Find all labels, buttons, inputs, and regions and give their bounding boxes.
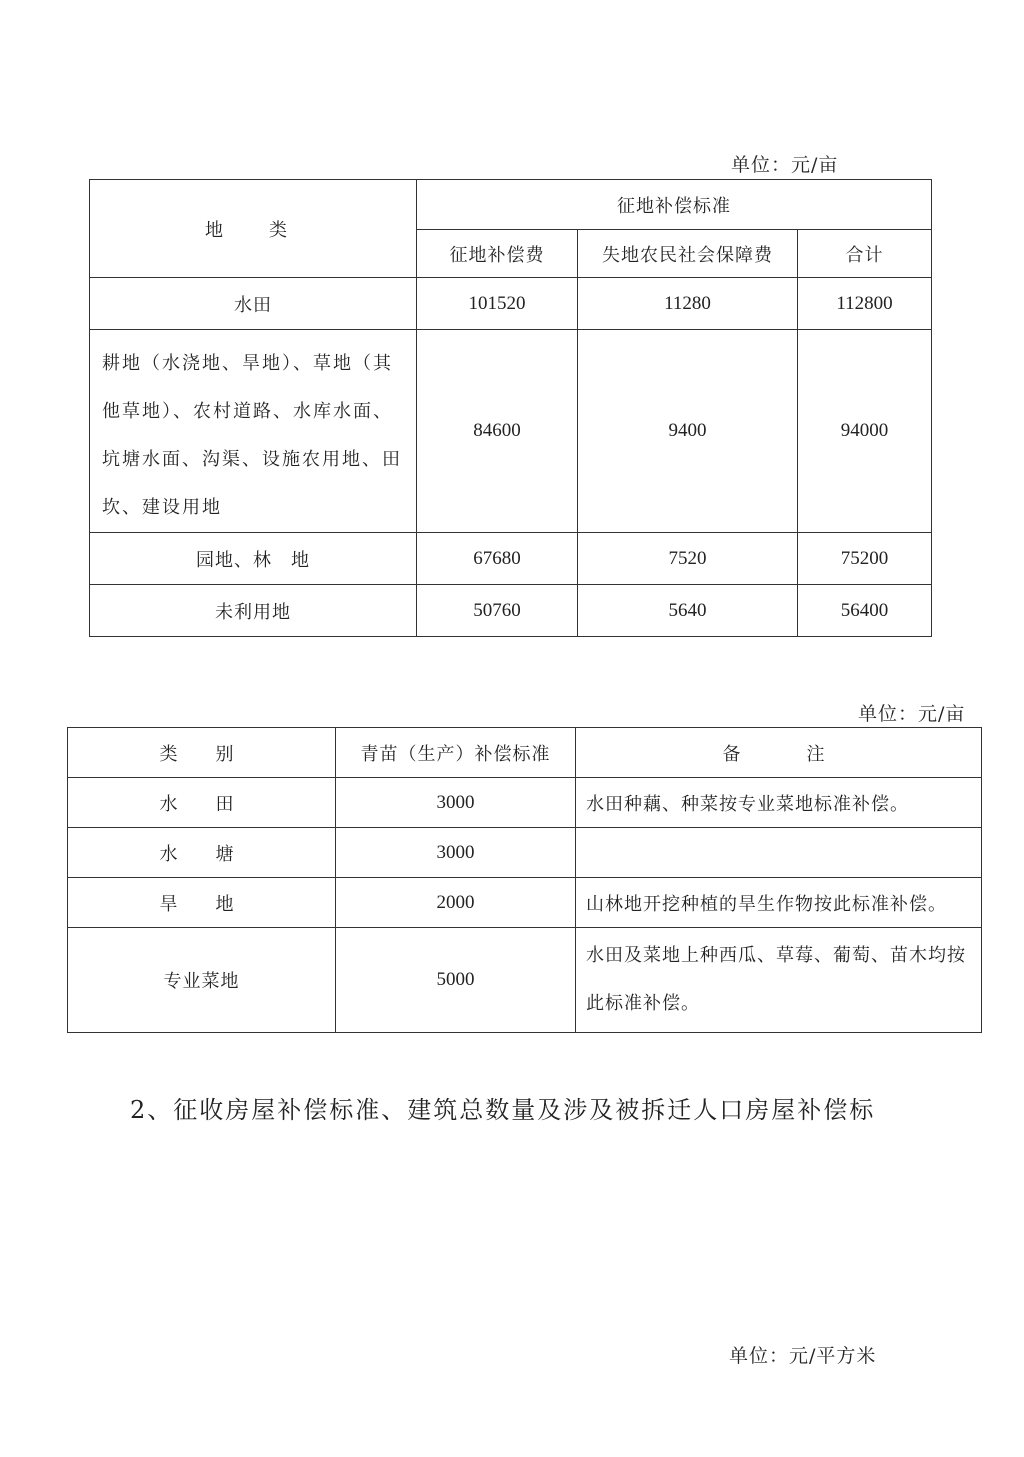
header-total: 合计 bbox=[798, 230, 932, 278]
standard-cell: 3000 bbox=[336, 778, 576, 828]
table2-unit: 单位：元/亩 bbox=[858, 703, 966, 725]
social-security-cell: 5640 bbox=[578, 585, 798, 637]
header-category: 类 别 bbox=[68, 728, 336, 778]
table-row bbox=[90, 278, 932, 330]
total-cell: 112800 bbox=[798, 278, 932, 330]
header-compensation-standard: 征地补偿标准 bbox=[417, 180, 932, 230]
table-row bbox=[68, 828, 982, 878]
land-type-cell: 水田 bbox=[90, 278, 417, 330]
table1-unit: 单位：元/亩 bbox=[731, 154, 839, 176]
category-cell: 水 田 bbox=[68, 778, 336, 828]
total-cell: 56400 bbox=[798, 585, 932, 637]
land-type-cell: 耕地（水浇地、旱地）、草地（其他草地）、农村道路、水库水面、坑塘水面、沟渠、设施农用地、田坎、建设用地 bbox=[90, 330, 417, 533]
header-compensation-fee: 征地补偿费 bbox=[417, 230, 578, 278]
social-security-cell: 11280 bbox=[578, 278, 798, 330]
land-type-cell: 园地、林 地 bbox=[90, 533, 417, 585]
remark-cell: 山林地开挖种植的旱生作物按此标准补偿。 bbox=[576, 878, 982, 928]
category-cell: 专业菜地 bbox=[68, 928, 336, 1033]
remark-cell: 水田种藕、种菜按专业菜地标准补偿。 bbox=[576, 778, 982, 828]
crop-compensation-table bbox=[67, 727, 982, 1033]
compensation-fee-cell: 50760 bbox=[417, 585, 578, 637]
header-crop-standard: 青苗（生产）补偿标准 bbox=[336, 728, 576, 778]
header-remark: 备 注 bbox=[576, 728, 982, 778]
standard-cell: 2000 bbox=[336, 878, 576, 928]
header-social-security-fee: 失地农民社会保障费 bbox=[578, 230, 798, 278]
social-security-cell: 9400 bbox=[578, 330, 798, 533]
header-land-type: 地 类 bbox=[90, 180, 417, 278]
compensation-fee-cell: 67680 bbox=[417, 533, 578, 585]
standard-cell: 5000 bbox=[336, 928, 576, 1033]
total-cell: 75200 bbox=[798, 533, 932, 585]
table-row bbox=[90, 330, 932, 533]
table-row bbox=[90, 585, 932, 637]
category-cell: 水 塘 bbox=[68, 828, 336, 878]
standard-cell: 3000 bbox=[336, 828, 576, 878]
table-row bbox=[90, 533, 932, 585]
compensation-fee-cell: 101520 bbox=[417, 278, 578, 330]
section-paragraph: 2、征收房屋补偿标准、建筑总数量及涉及被拆迁人口房屋补偿标 bbox=[130, 1096, 876, 1124]
table-row bbox=[68, 878, 982, 928]
category-cell: 旱 地 bbox=[68, 878, 336, 928]
compensation-fee-cell: 84600 bbox=[417, 330, 578, 533]
land-type-cell: 未利用地 bbox=[90, 585, 417, 637]
remark-cell: 水田及菜地上种西瓜、草莓、葡萄、苗木均按此标准补偿。 bbox=[576, 928, 982, 1033]
social-security-cell: 7520 bbox=[578, 533, 798, 585]
table-row bbox=[68, 778, 982, 828]
remark-cell bbox=[576, 828, 982, 878]
land-compensation-table bbox=[89, 179, 932, 637]
table-row bbox=[68, 928, 982, 1033]
total-cell: 94000 bbox=[798, 330, 932, 533]
table3-unit: 单位：元/平方米 bbox=[729, 1345, 877, 1367]
